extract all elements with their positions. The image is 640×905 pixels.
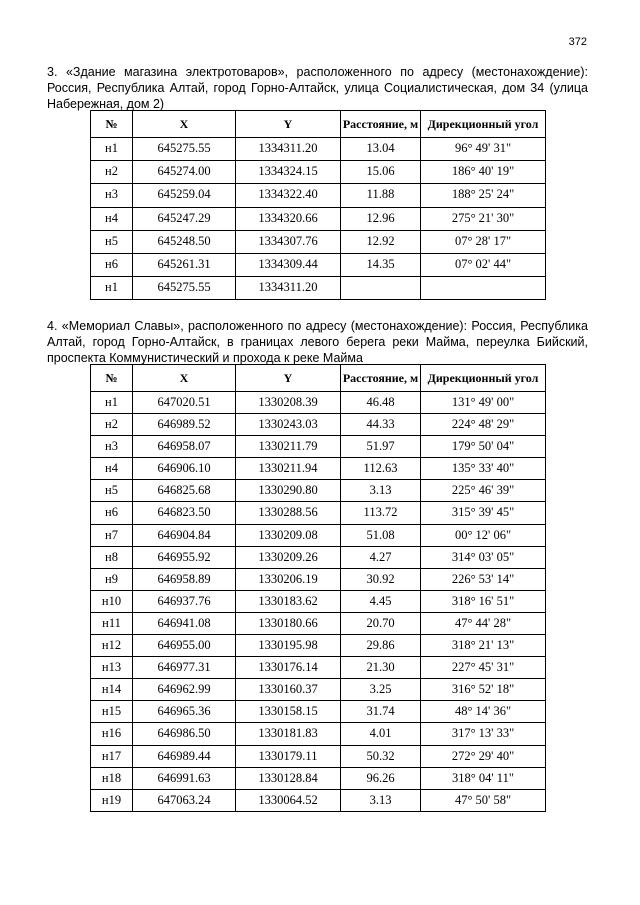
direction-angle-cell: 96° 49' 31" xyxy=(421,138,546,161)
y-coordinate-cell: 1330243.03 xyxy=(236,414,341,436)
point-number-cell: н5 xyxy=(91,480,133,502)
y-coordinate-cell: 1330211.94 xyxy=(236,458,341,480)
direction-angle-cell: 07° 28' 17" xyxy=(421,230,546,253)
distance-cell: 46.48 xyxy=(341,392,421,414)
distance-cell: 3.13 xyxy=(341,789,421,811)
section-3-coordinates-table xyxy=(90,110,546,300)
point-number-cell: н3 xyxy=(91,436,133,458)
header-num: № xyxy=(91,111,133,138)
y-coordinate-cell: 1330206.19 xyxy=(236,568,341,590)
distance-cell: 96.26 xyxy=(341,767,421,789)
table-row xyxy=(91,723,546,745)
distance-cell: 51.08 xyxy=(341,524,421,546)
x-coordinate-cell: 646962.99 xyxy=(133,679,236,701)
direction-angle-cell: 318° 16' 51" xyxy=(421,590,546,612)
distance-cell: 51.97 xyxy=(341,436,421,458)
y-coordinate-cell: 1330195.98 xyxy=(236,635,341,657)
y-coordinate-cell: 1334322.40 xyxy=(236,184,341,207)
table-row xyxy=(91,277,546,300)
table-row xyxy=(91,789,546,811)
table-row xyxy=(91,745,546,767)
point-number-cell: н3 xyxy=(91,184,133,207)
table-row xyxy=(91,635,546,657)
x-coordinate-cell: 645275.55 xyxy=(133,138,236,161)
distance-cell: 4.27 xyxy=(341,546,421,568)
direction-angle-cell: 131° 49' 00" xyxy=(421,392,546,414)
direction-angle-cell: 47° 50' 58" xyxy=(421,789,546,811)
header-y: Y xyxy=(236,365,341,392)
direction-angle-cell: 224° 48' 29" xyxy=(421,414,546,436)
table-row xyxy=(91,679,546,701)
y-coordinate-cell: 1330160.37 xyxy=(236,679,341,701)
y-coordinate-cell: 1330064.52 xyxy=(236,789,341,811)
x-coordinate-cell: 645275.55 xyxy=(133,277,236,300)
section-3-table-body xyxy=(91,138,546,300)
section-4-table-body xyxy=(91,392,546,812)
distance-cell: 50.32 xyxy=(341,745,421,767)
distance-cell xyxy=(341,277,421,300)
x-coordinate-cell: 645248.50 xyxy=(133,230,236,253)
table-row xyxy=(91,524,546,546)
y-coordinate-cell: 1334311.20 xyxy=(236,138,341,161)
y-coordinate-cell: 1330288.56 xyxy=(236,502,341,524)
distance-cell: 29.86 xyxy=(341,635,421,657)
x-coordinate-cell: 646989.44 xyxy=(133,745,236,767)
section-4-heading: 4. «Мемориал Славы», расположенного по адресу (местонахождение): Россия, Республика Алтай, город Горно-Алтайск, в границах левого берега реки Майма, переулка Бийский, проспекта Коммунистический и прохода к реке Майма xyxy=(47,319,588,365)
header-direction: Дирекционный угол xyxy=(421,111,546,138)
x-coordinate-cell: 646958.07 xyxy=(133,436,236,458)
distance-cell: 14.35 xyxy=(341,253,421,276)
x-coordinate-cell: 646937.76 xyxy=(133,590,236,612)
table-row xyxy=(91,161,546,184)
table-row xyxy=(91,767,546,789)
y-coordinate-cell: 1330179.11 xyxy=(236,745,341,767)
direction-angle-cell: 186° 40' 19" xyxy=(421,161,546,184)
point-number-cell: н15 xyxy=(91,701,133,723)
table-row xyxy=(91,138,546,161)
header-distance: Расстояние, м xyxy=(341,111,421,138)
y-coordinate-cell: 1334307.76 xyxy=(236,230,341,253)
x-coordinate-cell: 646986.50 xyxy=(133,723,236,745)
point-number-cell: н18 xyxy=(91,767,133,789)
page-number: 372 xyxy=(568,36,587,48)
y-coordinate-cell: 1330158.15 xyxy=(236,701,341,723)
point-number-cell: н1 xyxy=(91,392,133,414)
table-row xyxy=(91,612,546,634)
direction-angle-cell: 275° 21' 30" xyxy=(421,207,546,230)
table-header-row xyxy=(91,365,546,392)
y-coordinate-cell: 1330209.26 xyxy=(236,546,341,568)
direction-angle-cell: 227° 45' 31" xyxy=(421,657,546,679)
distance-cell: 30.92 xyxy=(341,568,421,590)
section-4-coordinates-table xyxy=(90,364,546,812)
table-row xyxy=(91,392,546,414)
table-row xyxy=(91,230,546,253)
x-coordinate-cell: 645259.04 xyxy=(133,184,236,207)
point-number-cell: н11 xyxy=(91,612,133,634)
point-number-cell: н17 xyxy=(91,745,133,767)
point-number-cell: н4 xyxy=(91,207,133,230)
point-number-cell: н5 xyxy=(91,230,133,253)
x-coordinate-cell: 646989.52 xyxy=(133,414,236,436)
x-coordinate-cell: 646977.31 xyxy=(133,657,236,679)
table-row xyxy=(91,436,546,458)
point-number-cell: н16 xyxy=(91,723,133,745)
header-num: № xyxy=(91,365,133,392)
point-number-cell: н6 xyxy=(91,253,133,276)
table-row xyxy=(91,701,546,723)
direction-angle-cell: 225° 46' 39" xyxy=(421,480,546,502)
table-row xyxy=(91,546,546,568)
y-coordinate-cell: 1334324.15 xyxy=(236,161,341,184)
x-coordinate-cell: 646958.89 xyxy=(133,568,236,590)
x-coordinate-cell: 646823.50 xyxy=(133,502,236,524)
direction-angle-cell: 318° 04' 11" xyxy=(421,767,546,789)
header-x: X xyxy=(133,365,236,392)
x-coordinate-cell: 646955.92 xyxy=(133,546,236,568)
point-number-cell: н6 xyxy=(91,502,133,524)
y-coordinate-cell: 1330208.39 xyxy=(236,392,341,414)
table-row xyxy=(91,414,546,436)
point-number-cell: н13 xyxy=(91,657,133,679)
y-coordinate-cell: 1334320.66 xyxy=(236,207,341,230)
direction-angle-cell: 07° 02' 44" xyxy=(421,253,546,276)
x-coordinate-cell: 646941.08 xyxy=(133,612,236,634)
y-coordinate-cell: 1330211.79 xyxy=(236,436,341,458)
table-row xyxy=(91,184,546,207)
direction-angle-cell: 316° 52' 18" xyxy=(421,679,546,701)
table-row xyxy=(91,480,546,502)
table-header-row xyxy=(91,111,546,138)
point-number-cell: н2 xyxy=(91,161,133,184)
point-number-cell: н4 xyxy=(91,458,133,480)
direction-angle-cell: 317° 13' 33" xyxy=(421,723,546,745)
distance-cell: 15.06 xyxy=(341,161,421,184)
y-coordinate-cell: 1330183.62 xyxy=(236,590,341,612)
direction-angle-cell: 135° 33' 40" xyxy=(421,458,546,480)
distance-cell: 11.88 xyxy=(341,184,421,207)
x-coordinate-cell: 646991.63 xyxy=(133,767,236,789)
point-number-cell: н19 xyxy=(91,789,133,811)
table-row xyxy=(91,502,546,524)
distance-cell: 113.72 xyxy=(341,502,421,524)
distance-cell: 44.33 xyxy=(341,414,421,436)
x-coordinate-cell: 646955.00 xyxy=(133,635,236,657)
x-coordinate-cell: 646965.36 xyxy=(133,701,236,723)
y-coordinate-cell: 1334311.20 xyxy=(236,277,341,300)
distance-cell: 12.92 xyxy=(341,230,421,253)
distance-cell: 31.74 xyxy=(341,701,421,723)
header-direction: Дирекционный угол xyxy=(421,365,546,392)
direction-angle-cell: 318° 21' 13" xyxy=(421,635,546,657)
section-3-heading: 3. «Здание магазина электротоваров», расположенного по адресу (местонахождение): Россия, Республика Алтай, город Горно-Алтайск, улица Социалистическая, дом 34 (улица Набережная, дом 2) xyxy=(47,65,588,111)
table-row xyxy=(91,458,546,480)
point-number-cell: н9 xyxy=(91,568,133,590)
table-row xyxy=(91,657,546,679)
direction-angle-cell: 47° 44' 28" xyxy=(421,612,546,634)
direction-angle-cell: 188° 25' 24" xyxy=(421,184,546,207)
x-coordinate-cell: 647063.24 xyxy=(133,789,236,811)
x-coordinate-cell: 645247.29 xyxy=(133,207,236,230)
header-y: Y xyxy=(236,111,341,138)
point-number-cell: н8 xyxy=(91,546,133,568)
y-coordinate-cell: 1330176.14 xyxy=(236,657,341,679)
point-number-cell: н12 xyxy=(91,635,133,657)
table-row xyxy=(91,568,546,590)
distance-cell: 112.63 xyxy=(341,458,421,480)
point-number-cell: н1 xyxy=(91,277,133,300)
table-row xyxy=(91,590,546,612)
x-coordinate-cell: 646904.84 xyxy=(133,524,236,546)
distance-cell: 12.96 xyxy=(341,207,421,230)
point-number-cell: н10 xyxy=(91,590,133,612)
point-number-cell: н2 xyxy=(91,414,133,436)
direction-angle-cell: 00° 12' 06" xyxy=(421,524,546,546)
distance-cell: 4.45 xyxy=(341,590,421,612)
distance-cell: 13.04 xyxy=(341,138,421,161)
direction-angle-cell: 48° 14' 36" xyxy=(421,701,546,723)
point-number-cell: н1 xyxy=(91,138,133,161)
distance-cell: 20.70 xyxy=(341,612,421,634)
direction-angle-cell: 314° 03' 05" xyxy=(421,546,546,568)
y-coordinate-cell: 1330209.08 xyxy=(236,524,341,546)
table-row xyxy=(91,253,546,276)
distance-cell: 3.25 xyxy=(341,679,421,701)
x-coordinate-cell: 645261.31 xyxy=(133,253,236,276)
direction-angle-cell: 315° 39' 45" xyxy=(421,502,546,524)
y-coordinate-cell: 1334309.44 xyxy=(236,253,341,276)
x-coordinate-cell: 646906.10 xyxy=(133,458,236,480)
direction-angle-cell: 226° 53' 14" xyxy=(421,568,546,590)
header-distance: Расстояние, м xyxy=(341,365,421,392)
y-coordinate-cell: 1330180.66 xyxy=(236,612,341,634)
distance-cell: 21.30 xyxy=(341,657,421,679)
x-coordinate-cell: 645274.00 xyxy=(133,161,236,184)
x-coordinate-cell: 647020.51 xyxy=(133,392,236,414)
table-row xyxy=(91,207,546,230)
y-coordinate-cell: 1330128.84 xyxy=(236,767,341,789)
point-number-cell: н7 xyxy=(91,524,133,546)
y-coordinate-cell: 1330181.83 xyxy=(236,723,341,745)
direction-angle-cell: 179° 50' 04" xyxy=(421,436,546,458)
direction-angle-cell: 272° 29' 40" xyxy=(421,745,546,767)
header-x: X xyxy=(133,111,236,138)
point-number-cell: н14 xyxy=(91,679,133,701)
direction-angle-cell xyxy=(421,277,546,300)
distance-cell: 3.13 xyxy=(341,480,421,502)
distance-cell: 4.01 xyxy=(341,723,421,745)
y-coordinate-cell: 1330290.80 xyxy=(236,480,341,502)
x-coordinate-cell: 646825.68 xyxy=(133,480,236,502)
